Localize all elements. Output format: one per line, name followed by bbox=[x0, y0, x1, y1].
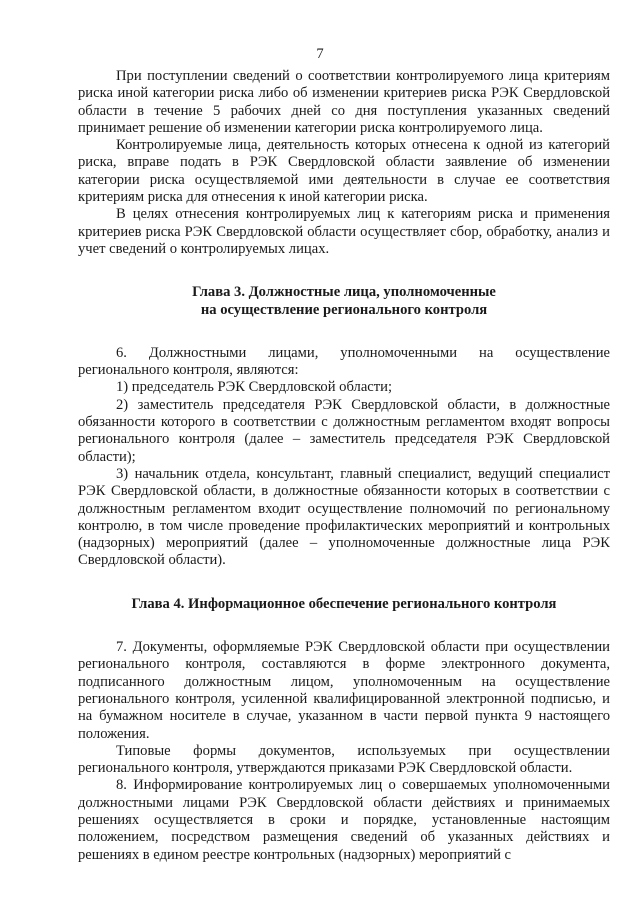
document-body bbox=[78, 68, 610, 864]
paragraph: В целях отнесения контролируемых лиц к категориям риска и применения критериев риска РЭК Свердловской области осуществляет сбор, обработку, анализ и учет сведений о контролируемых лицах. bbox=[78, 206, 610, 257]
list-item: 3) начальник отдела, консультант, главный специалист, ведущий специалист РЭК Свердловской области, в должностные обязанности которых в соответствии с должностным регламентом входит осуществление полномочий по региональному контролю, в том числе проведение профилактических мероприятий и контрольных (надзорных) мероприятий (далее – уполномоченные должностные лица РЭК Свердловской области). bbox=[78, 465, 610, 569]
paragraph: Контролируемые лица, деятельность которых отнесена к одной из категорий риска, вправе подать в РЭК Свердловской области заявление об изменении категории риска осуществляемой ими деятельности в случае ее соответствия критериям риска для отнесения к иной категории риска. bbox=[78, 137, 610, 206]
paragraph: 6. Должностными лицами, уполномоченными на осуществление регионального контроля, являются: bbox=[78, 344, 610, 379]
chapter-4-heading: Глава 4. Информационное обеспечение регионального контроля bbox=[131, 595, 557, 612]
chapter-3-heading-line2: на осуществление регионального контроля bbox=[200, 301, 488, 318]
paragraph: 8. Информирование контролируемых лиц о совершаемых уполномоченными должностными лицами РЭК Свердловской области действиях и принимаемых решениях осуществляется в сроки и порядке, установленные настоящим положением, посредством размещения сведений об указанных действиях и решениях в едином реестре контрольных (надзорных) мероприятий с bbox=[78, 777, 610, 863]
paragraph: 7. Документы, оформляемые РЭК Свердловской области при осуществлении регионального контроля, составляются в форме электронного документа, подписанного должностным лицом, уполномоченным на осуществление регионального контроля, усиленной квалифицированной электронной подписью, и на бумажном носителе в случае, указанном в части первой пункта 9 настоящего положения. bbox=[78, 639, 610, 742]
list-item: 1) председатель РЭК Свердловской области; bbox=[116, 379, 393, 396]
page-number: 7 bbox=[316, 46, 324, 62]
paragraph: При поступлении сведений о соответствии контролируемого лица критериям риска иной категории риска либо об изменении критериев риска РЭК Свердловской области в течение 5 рабочих дней со дня поступления указанных сведений принимает решение об изменении категории риска контролируемого лица. bbox=[78, 68, 610, 136]
list-item: 2) заместитель председателя РЭК Свердловской области, в должностные обязанности которого в соответствии с должностным регламентом входят вопросы регионального контроля (далее – заместитель председателя РЭК Свердловской области); bbox=[78, 396, 610, 465]
chapter-3-heading-line1: Глава 3. Должностные лица, уполномоченные bbox=[192, 284, 496, 301]
paragraph: Типовые формы документов, используемых при осуществлении регионального контроля, утверждаются приказами РЭК Свердловской области. bbox=[78, 742, 610, 777]
